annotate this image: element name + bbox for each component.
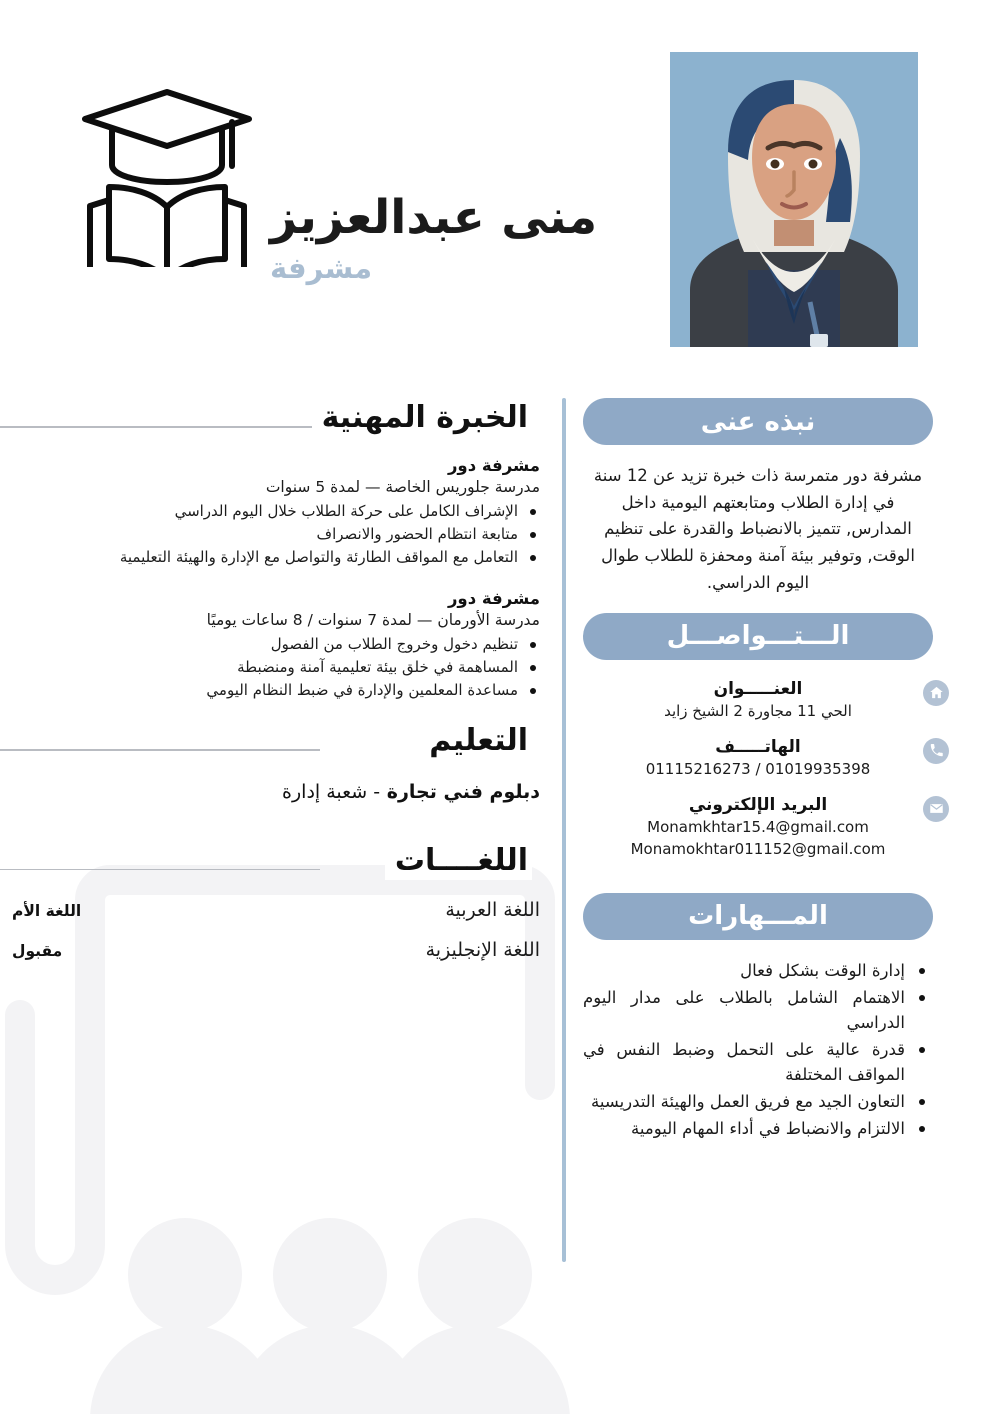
email-value-primary: Monamkhtar15.4@gmail.com xyxy=(647,818,869,837)
email-value-secondary: Monamokhtar011152@gmail.com xyxy=(630,840,886,859)
education-entry xyxy=(0,779,540,837)
job-bullet-list xyxy=(12,633,540,702)
contact-item-address xyxy=(583,678,933,732)
list-item: الالتزام والانضباط في أداء المهام اليومية xyxy=(583,1116,931,1141)
degree-specialty: - شعبة إدارة xyxy=(282,781,381,804)
contact-list xyxy=(583,678,933,893)
list-item: قدرة عالية على التحمل وضبط النفس في المواقف المختلفة xyxy=(583,1037,931,1087)
cv-header xyxy=(0,0,1000,380)
job-title: مشرفة xyxy=(270,251,373,286)
language-row xyxy=(0,899,540,921)
section-skills xyxy=(583,893,933,1142)
contact-label: الهاتـــــف xyxy=(715,736,801,757)
languages-heading xyxy=(0,841,540,887)
language-level: اللغة الأم xyxy=(12,901,82,920)
list-item: إدارة الوقت بشكل فعال xyxy=(583,958,931,983)
heading-rule xyxy=(0,749,320,751)
section-title-contact: الـــتـــواصـــل xyxy=(666,621,850,652)
experience-entry xyxy=(0,589,540,702)
job-role: مشرفة دور xyxy=(447,456,540,475)
avatar xyxy=(670,52,918,347)
section-contact xyxy=(583,613,933,893)
job-organization: مدرسة جلوريس الخاصة — لمدة 5 سنوات xyxy=(265,478,540,496)
envelope-icon xyxy=(923,796,949,822)
language-level: مقبول xyxy=(12,941,63,960)
section-education xyxy=(0,721,540,837)
column-divider xyxy=(562,398,566,1262)
contact-item-phone xyxy=(583,736,933,790)
section-title-skills: المـــهارات xyxy=(688,901,828,932)
list-item: التعاون الجيد مع فريق العمل والهيئة التدريسية xyxy=(583,1089,931,1114)
contact-label: البريد الإلكتروني xyxy=(688,794,828,815)
degree-name: دبلوم فني تجارة xyxy=(386,781,540,804)
about-text: مشرفة دور متمرسة ذات خبرة تزيد عن 12 سنة في إدارة الطلاب ومتابعتهم اليومية داخل المدارس, تتميز بالانضباط والقدرة على تنظيم الوقت, وتوفير بيئة آمنة ومحفزة للطلاب طوال اليوم الدراسي. xyxy=(593,466,923,592)
education-heading xyxy=(0,721,540,767)
phone-icon xyxy=(923,738,949,764)
section-title-education: التعليم xyxy=(419,721,532,760)
list-item: التعامل مع المواقف الطارئة والتواصل مع الإدارة والهيئة التعليمية xyxy=(12,546,540,568)
portrait-photo xyxy=(670,52,918,347)
address-value: الحي 11 مجاورة 2 الشيخ زايد xyxy=(664,702,852,721)
list-item: متابعة انتظام الحضور والانصراف xyxy=(12,523,540,545)
contact-item-email xyxy=(583,794,933,861)
language-name: اللغة الإنجليزية xyxy=(425,938,540,961)
section-about xyxy=(583,398,933,613)
language-row xyxy=(0,939,540,961)
language-name: اللغة العربية xyxy=(445,898,540,921)
section-title-experience: الخبرة المهنية xyxy=(312,398,532,437)
right-column xyxy=(583,398,933,1143)
page-title: منى عبدالعزيز xyxy=(270,190,598,245)
section-experience xyxy=(0,398,540,701)
heading-rule xyxy=(0,869,320,871)
contact-heading-pill xyxy=(583,613,933,660)
job-bullet-list xyxy=(12,500,540,569)
section-languages xyxy=(0,841,540,961)
list-item: الاهتمام الشامل بالطلاب على مدار اليوم الدراسي xyxy=(583,985,931,1035)
list-item: الإشراف الكامل على حركة الطلاب خلال اليوم الدراسي xyxy=(12,500,540,522)
skills-heading-pill xyxy=(583,893,933,940)
experience-entry xyxy=(0,456,540,569)
section-title-languages: اللغــــات xyxy=(385,841,532,880)
contact-label: العنـــــوان xyxy=(713,678,803,699)
name-block xyxy=(270,190,650,286)
home-icon xyxy=(923,680,949,706)
list-item: مساعدة المعلمين والإدارة في ضبط النظام اليومي xyxy=(12,679,540,701)
section-title-about: نبذه عنى xyxy=(700,406,816,437)
left-column xyxy=(0,398,540,979)
about-heading-pill xyxy=(583,398,933,445)
graduation-cap-book-icon xyxy=(72,82,262,267)
job-organization: مدرسة الأورمان — لمدة 7 سنوات / 8 ساعات يوميًا xyxy=(206,610,540,629)
experience-heading xyxy=(0,398,540,444)
phone-value: 01019935398 / 01115216273 xyxy=(645,760,871,779)
skills-list xyxy=(583,958,933,1142)
list-item: تنظيم دخول وخروج الطلاب من الفصول xyxy=(12,633,540,655)
list-item: المساهمة في خلق بيئة تعليمية آمنة ومنضبطة xyxy=(12,656,540,678)
job-role: مشرفة دور xyxy=(447,588,540,608)
heading-rule xyxy=(0,426,315,428)
